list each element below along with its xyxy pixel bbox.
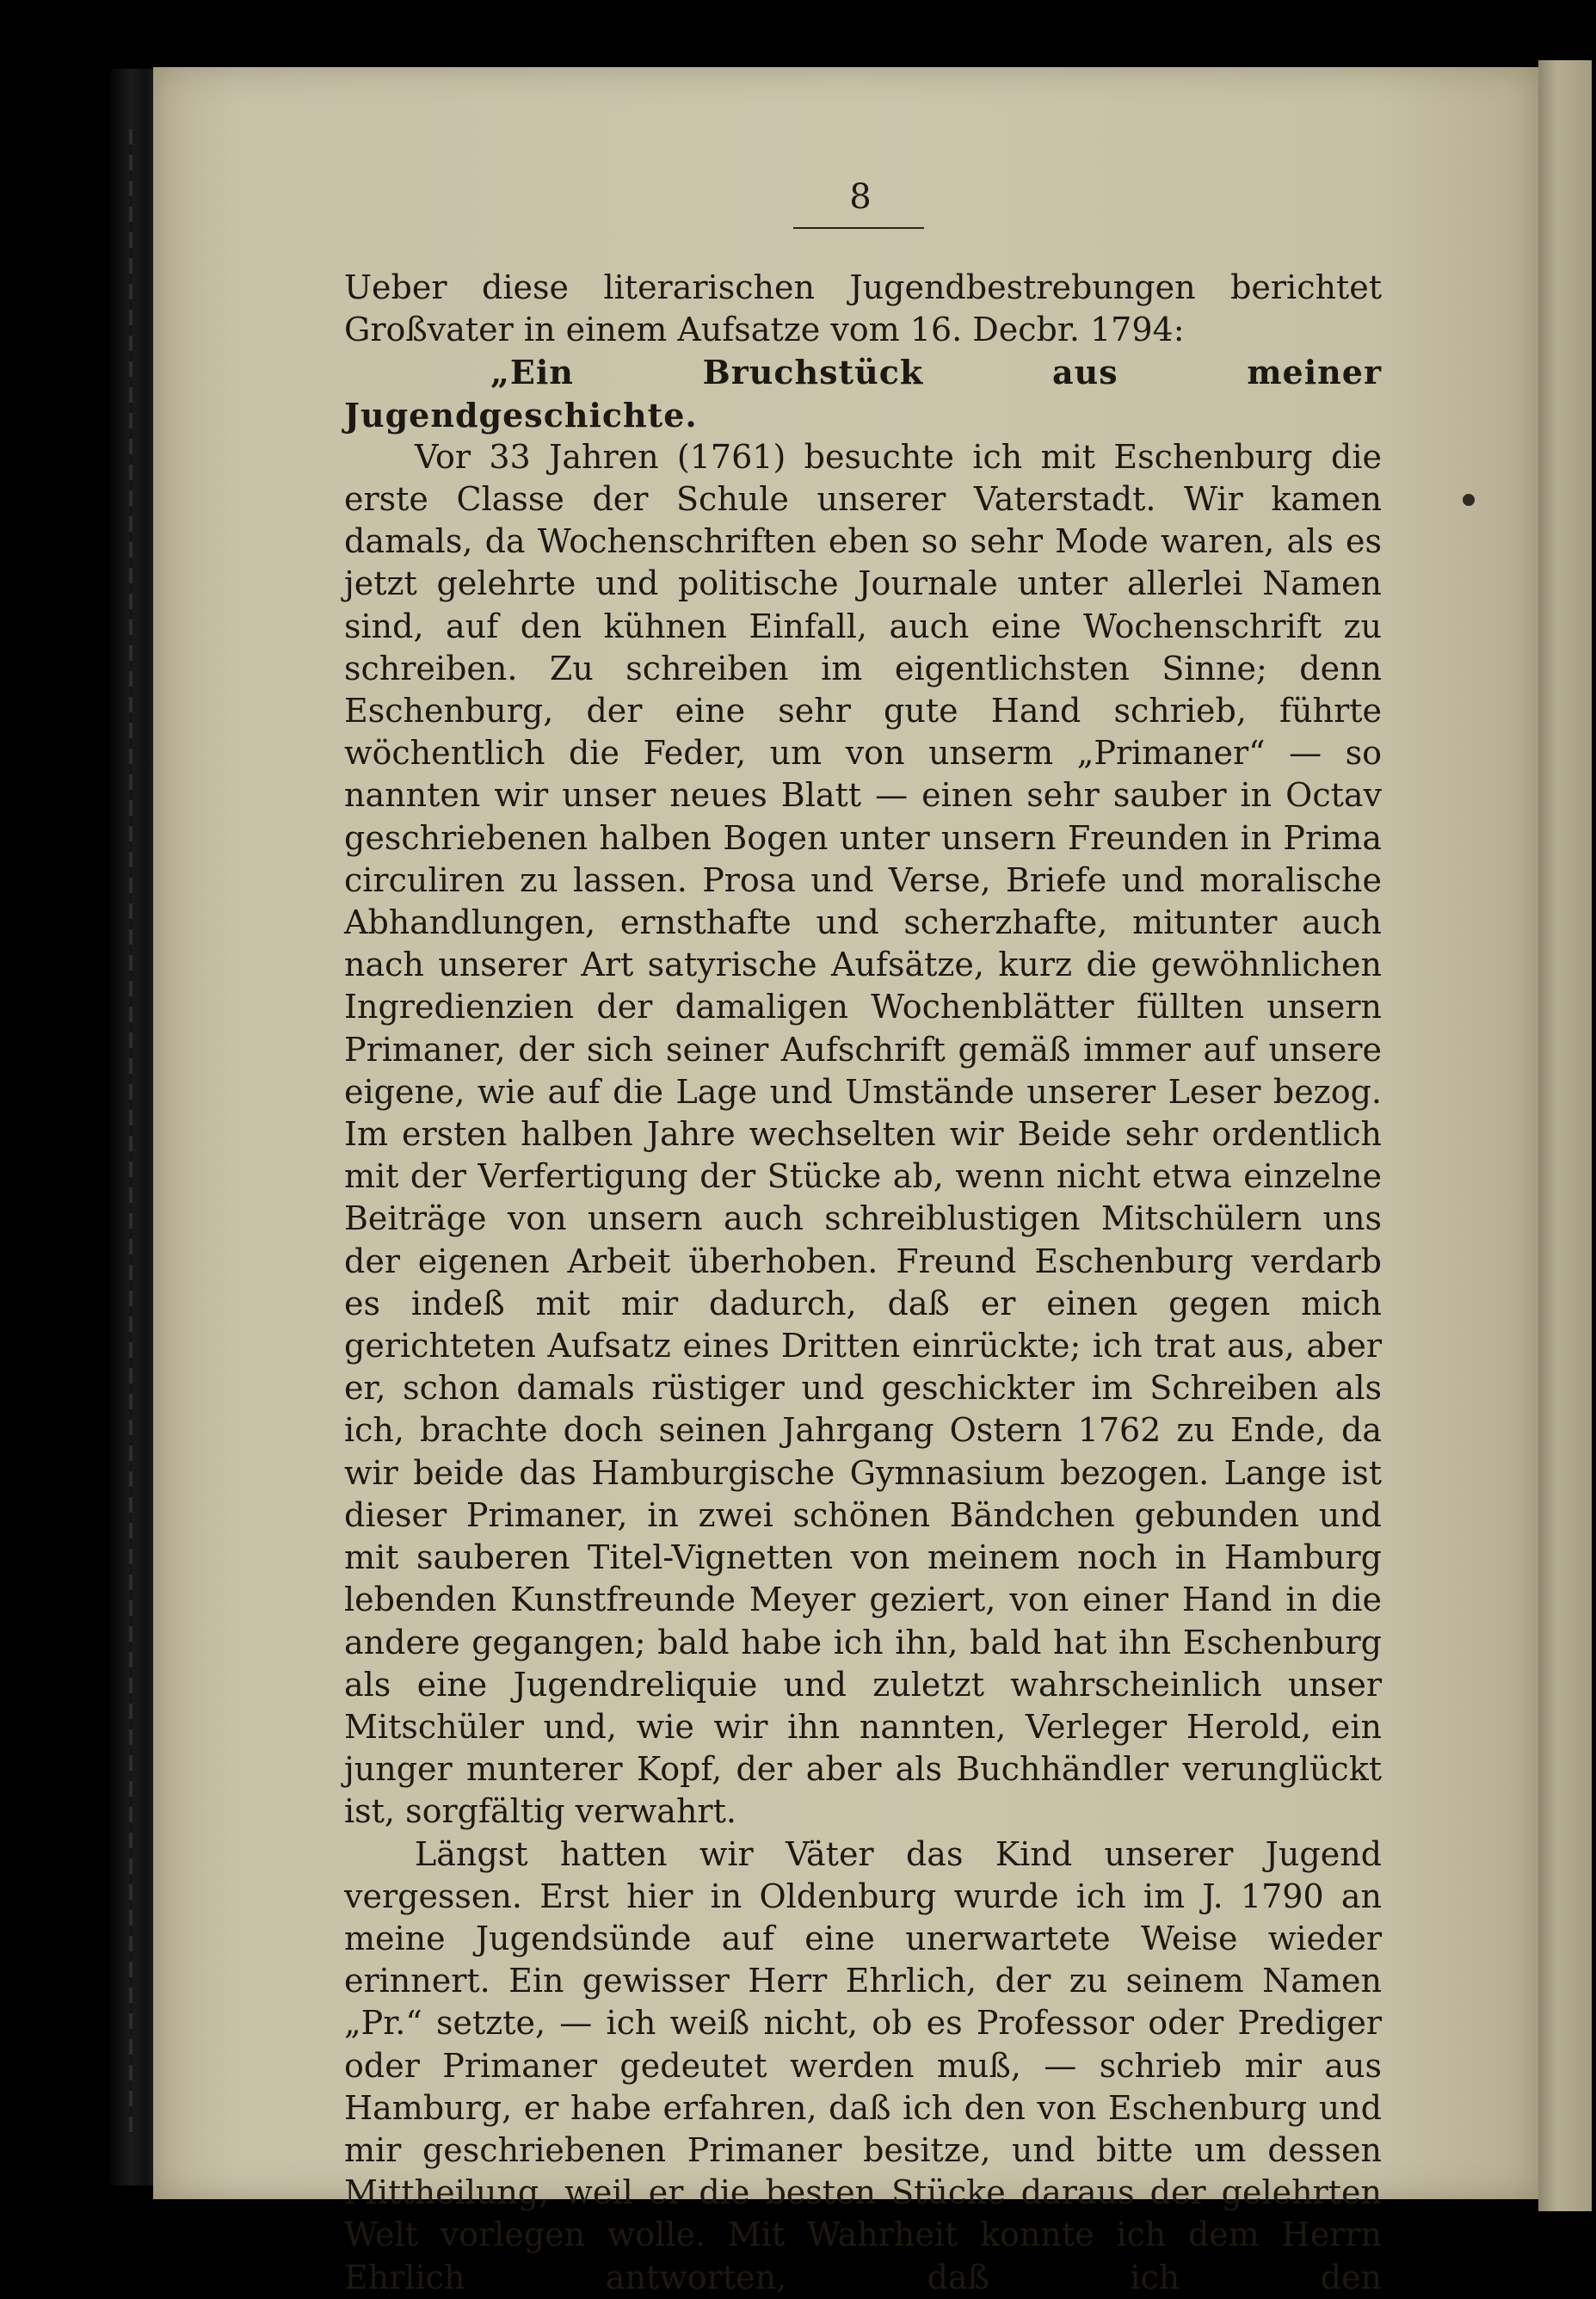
intro-paragraph: Ueber diese literarischen Jugendbestrebungen berichtet Großvater in einem Aufsatze vom 16. Decbr. 1794: [344,268,1382,349]
body-paragraph-1: Vor 33 Jahren (1761) besuchte ich mit Eschenburg die erste Classe der Schule unserer Vaterstadt. Wir kamen damals, da Wochenschriften eben so sehr Mode waren, als es jetzt gelehrte und politische Journale unter allerlei Namen sind, auf den kühnen Einfall, auch eine Wochenschrift zu schreiben. Zu schreiben im eigentlichsten Sinne; denn Eschenburg, der eine sehr gute Hand schrieb, führte wöchentlich die Feder, um von unserm „Primaner“ — so nannten wir unser neues Blatt — einen sehr sauber in Octav geschriebenen halben Bogen unter unsern Freunden in Prima circuliren zu lassen. Prosa und Verse, Briefe und moralische Abhandlungen, ernsthafte und scherzhafte, mitunter auch nach unserer Art satyrische Aufsätze, kurz die gewöhnlichen Ingredienzien der damaligen Wochenblätter füllten unsern Primaner, der sich seiner Aufschrift gemäß immer auf unsere eigene, wie auf die Lage und Umstände unserer Leser bezog. Im ersten halben Jahre wechselten wir Beide sehr ordentlich mit der Verfertigung der Stücke ab, wenn nicht etwa einzelne Beiträge von unsern auch schreiblustigen Mitschülern uns der eigenen Arbeit überhoben. Freund Eschenburg verdarb es indeß mit mir dadurch, daß er einen gegen mich gerichteten Aufsatz eines Dritten einrückte; ich trat aus, aber er, schon damals rüstiger und geschickter im Schreiben als ich, brachte doch seinen Jahrgang Ostern 1762 zu Ende, da wir beide das Hamburgische Gymnasium bezogen. Lange ist dieser Primaner, in zwei schönen Bändchen gebunden und mit sauberen Titel-Vignetten von meinem noch in Hamburg lebenden Kunstfreunde Meyer geziert, von einer Hand in die andere gegangen; bald habe ich ihn, bald hat ihn Eschenburg als eine Jugendreliquie und zuletzt wahrscheinlich unser Mitschüler und, wie wir ihn nannten, Verleger Herold, ein junger munterer Kopf, der aber als Buchhändler verunglückt ist, sorgfältig verwahrt. [344,437,1382,1831]
page-text [344,267,1382,2299]
section-heading: „Ein Bruchstück aus meiner Jugendgeschichte. [344,353,1382,435]
body-paragraph-2: Längst hatten wir Väter das Kind unserer Jugend vergessen. Erst hier in Oldenburg wurde ich im J. 1790 an meine Jugendsünde auf eine unerwartete Weise wieder erinnert. Ein gewisser Herr Ehrlich, der zu seinem Namen „Pr.“ setzte, — ich weiß nicht, ob es Professor oder Prediger oder Primaner gedeutet werden muß, — schrieb mir aus Hamburg, er habe erfahren, daß ich den von Eschenburg und mir geschriebenen Primaner besitze, und bitte um dessen Mittheilung, weil er die besten Stücke daraus der gelehrten Welt vorlegen wolle. Mit Wahrheit konnte ich dem Herrn Ehrlich antworten, daß ich den [344,1834,1382,2296]
facing-page-edge [1538,60,1592,2211]
book-spine-edge [129,129,132,2134]
ink-spot [1463,494,1475,506]
page-number-rule [793,227,924,229]
page-number: 8 [849,177,872,217]
